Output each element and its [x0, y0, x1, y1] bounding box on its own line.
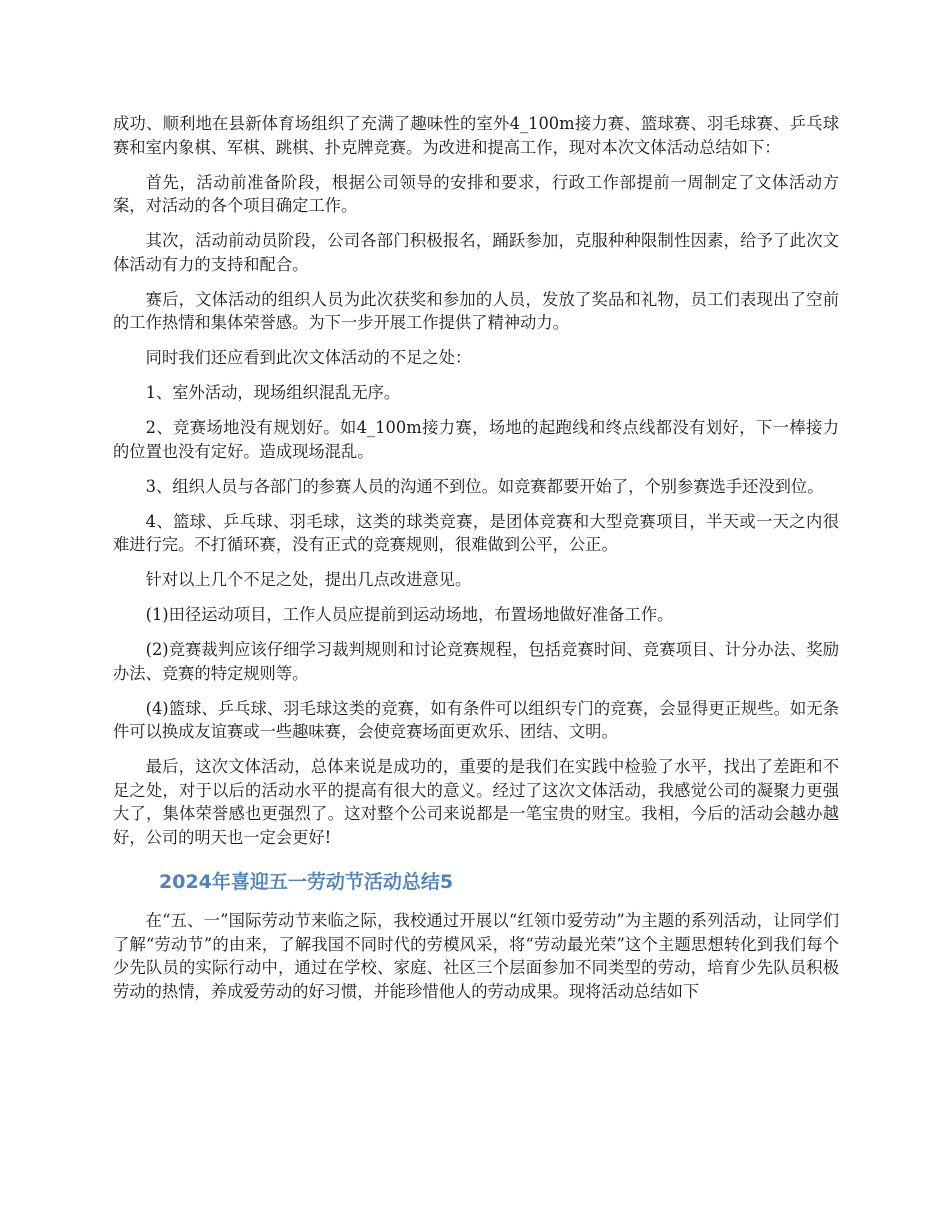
list-item: (2)竞赛裁判应该仔细学习裁判规则和讨论竞赛规程，包括竞赛时间、竞赛项目、计分办法、奖励办法、竞赛的特定规则等。 — [113, 640, 839, 683]
list-item: 2、竞赛场地没有规划好。如4_100m接力赛，场地的起跑线和终点线都没有划好，下一棒接力的位置也没有定好。造成现场混乱。 — [113, 418, 839, 461]
list-item: 4、篮球、乒乓球、羽毛球，这类的球类竞赛，是团体竞赛和大型竞赛项目，半天或一天之内很难进行完。不打循环赛，没有正式的竞赛规则，很难做到公平，公正。 — [113, 511, 839, 554]
section-heading: 2024年喜迎五一劳动节活动总结5 — [159, 871, 454, 893]
list-item: (1)田径运动项目，工作人员应提前到运动场地，布置场地做好准备工作。 — [145, 605, 674, 624]
list-item: 1、室外活动，现场组织混乱无序。 — [145, 383, 401, 402]
paragraph: 在“五、一”国际劳动节来临之际，我校通过开展以“红领巾爱劳动”为主题的系列活动，让同学们了解“劳动节”的由来，了解我国不同时代的劳模风采，将“劳动最光荣”这个主题思想转化到我们每个少先队员的实际行动中，通过在学校、家庭、社区三个层面参加不同类型的劳动，培育少先队员积极劳动的热情，养成爱劳动的好习惯，并能珍惜他人的劳动成果。现将活动总结如下 — [113, 911, 839, 1001]
list-item: 3、组织人员与各部门的参赛人员的沟通不到位。如竞赛都要开始了，个别参赛选手还没到位。 — [145, 476, 824, 496]
paragraph: 赛后，文体活动的组织人员为此次获奖和参加的人员，发放了奖品和礼物，员工们表现出了空前的工作热情和集体荣誉感。为下一步开展工作提供了精神动力。 — [113, 289, 839, 332]
paragraph: 最后，这次文体活动，总体来说是成功的，重要的是我们在实践中检验了水平，找出了差距和不足之处，对于以后的活动水平的提高有很大的意义。经过了这次文体活动，我感觉公司的凝聚力更强大了，集体荣誉感也更强烈了。这对整个公司来说都是一笔宝贵的财宝。我相，今后的活动会越办越好，公司的明天也一定会更好! — [113, 757, 839, 847]
document-body — [113, 112, 839, 1015]
paragraph: 成功、顺利地在县新体育场组织了充满了趣味性的室外4_100m接力赛、篮球赛、羽毛球赛、乒乓球赛和室内象棋、军棋、跳棋、扑克牌竞赛。为改进和提高工作，现对本次文体活动总结如下： — [113, 114, 839, 157]
list-item: (4)篮球、乒乓球、羽毛球这类的竞赛，如有条件可以组织专门的竞赛，会显得更正规些。如无条件可以换成友谊赛或一些趣味赛，会使竞赛场面更欢乐、团结、文明。 — [113, 698, 839, 741]
paragraph: 同时我们还应看到此次文体活动的不足之处： — [145, 348, 472, 367]
paragraph: 针对以上几个不足之处，提出几点改进意见。 — [145, 570, 472, 589]
paragraph: 首先，活动前准备阶段，根据公司领导的安排和要求，行政工作部提前一周制定了文体活动方案，对活动的各个项目确定工作。 — [113, 172, 839, 215]
paragraph: 其次，活动前动员阶段，公司各部门积极报名，踊跃参加，克服种种限制性因素，给予了此次文体活动有力的支持和配合。 — [113, 231, 839, 274]
